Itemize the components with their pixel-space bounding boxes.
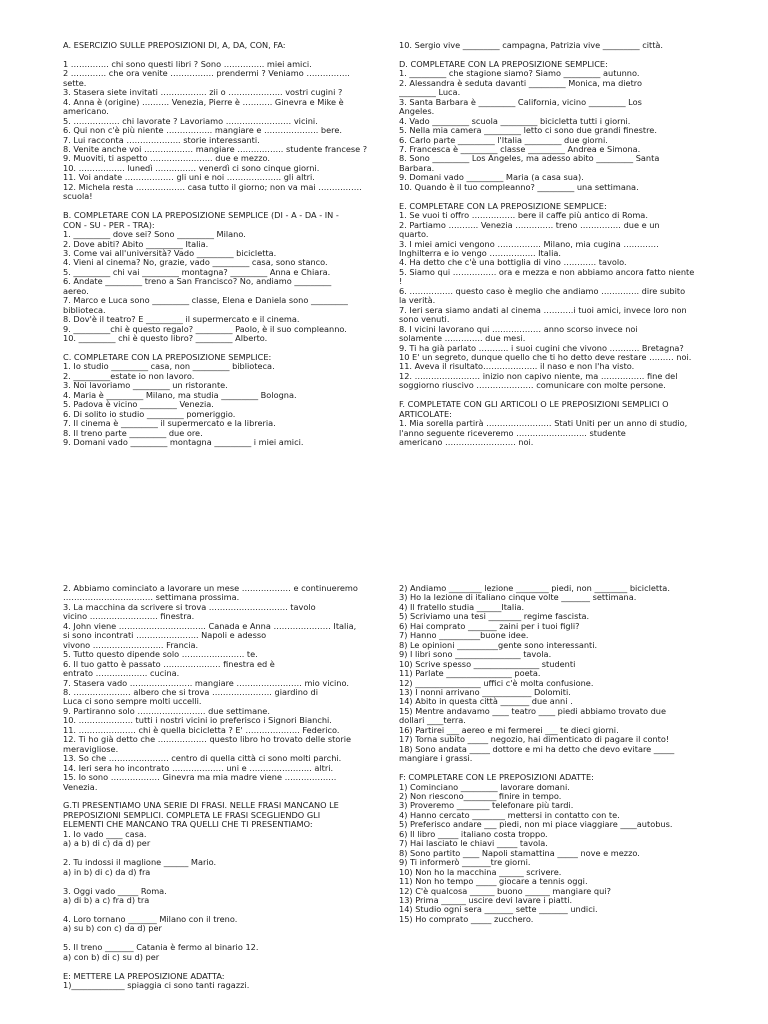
page-break: [0, 542, 768, 543]
worksheet-top-right-column: 10. Sergio vive _________ campagna, Patrizia vive _________ città. D. COMPLETARE CON LA PREPOSIZIONE SEMPLICE: 1. _________ che stagione siamo? Siamo _________ autunno. 2. Alessandra è seduta davanti _________ Monica, ma dietro _________ Luca. 3. Santa Barbara è _________ California, vicino _________ Los Angeles. 4. Vado _________ scuola _________ bicicletta tutti i giorni. 5. Nella mia camera _________ letto ci sono due grandi finestre. 6. Carlo parte _________ l'Italia _________ due giorni. 7. Francesca è _________ classe _________ Andrea e Simona. 8. Sono _________ Los Angeles, ma adesso abito _________ Santa Barbara. 9. Domani vado _________ Maria (a casa sua). 10. Quando è il tuo compleanno? _________ una settimana. E. COMPLETARE CON LA PREPOSIZIONE SEMPLICE: 1. Se vuoi ti offro ……………. bere il caffe più antico di Roma. 2. Partiamo ……….. Venezia ………….. treno …………… due e un quarto. 3. I miei amici vengono ……………. Milano, mia cugina …………. Inghilterra e io vengo …………….. Italia. 4. Ha detto che c'è una bottiglia di vino ………… tavolo. 5. Siamo qui ……………. ora e mezza e non abbiamo ancora fatto niente ! 6. ……………. questo caso è meglio che andiamo ………….. dire subito la verità. 7. Ieri sera siamo andati al cinema ………..i tuoi amici, invece loro non sono venuti. 8. I vicini lavorano qui ……………… anno scorso invece noi solamente ………….. due mesi. 9. Ti ha già parlato ……….. i suoi cugini che vivono ……….. Bretagna? 10 E' un segreto, dunque quello che ti ho detto deve restare ……… noi. 11. Aveva il risultato……………….. il naso e non l'ha visto. 12. …………………… inizio non capivo niente, ma ……………. fine del soggiorno riuscivo ………………… comunicare con molte persone. F. COMPLETATE CON GLI ARTICOLI O LE PREPOSIZIONI SEMPLICI O ARTICOLATE: 1. Mia sorella partirà …………………… Stati Uniti per un anno di studio, l'anno seguente riceveremo …………………….. studente americano …………………….. noi.: [399, 41, 695, 448]
worksheet-bottom-right-column: 2) Andiamo ________ lezione ________ piedi, non ________ bicicletta. 3) Ho la lezione di italiano cinque volte _______ settimana. 4) Il fratello studia ______Italia. 5) Scriviamo una tesi ________ regime fascista. 6) Hai comprato _______ zaini per i tuoi figli? 7) Hanno __________buone idee. 8) Le opinioni __________gente sono interessanti. 9) I libri sono ________________ tavola. 10) Scrive spesso ________________ studenti 11) Parlate ________________ poeta. 12) ________________ uffici c'è molta confusione. 13) I nonni arrivano ____________ Dolomiti. 14) Abito in questa città _______ due anni . 15) Mentre andavamo ____ teatro ____ piedi abbiamo trovato due dollari ____terra. 16) Partirei ___ aereo e mi fermerei ___ te dieci giorni. 17) Torna subito _____ negozio, hai dimenticato di pagare il conto! 18) Sono andata _____ dottore e mi ha detto che devo evitare _____ mangiare i grassi. F: COMPLETARE CON LE PREPOSIZIONI ADATTE: 1) Cominciano _________ lavorare domani. 2) Non riescono________ finire in tempo. 3) Proveremo ________ telefonare più tardi. 4) Hanno cercato ________ mettersi in contatto con te. 5) Preferisco andare ___ piedi, non mi piace viaggiare ____autobus. 6) Il libro _____ italiano costa troppo. 7) Hai lasciato le chiavi _____ tavola. 8) Sono partito ____ Napoli stamattina _____ nove e mezzo. 9) Ti informerò _______tre giorni. 10) Non ho la macchina ______ scrivere. 11) Non ho tempo _____ giocare a tennis oggi. 12) C'è qualcosa ______ buono ______ mangiare qui? 13) Prima ______ uscire devi lavare i piatti. 14) Studio ogni sera _______ sette _______ undici. 15) Ho comprato _____ zucchero.: [399, 584, 675, 924]
worksheet-top-left-column: A. ESERCIZIO SULLE PREPOSIZIONI DI, A, DA, CON, FA: 1 ………….. chi sono questi libri ? Sono …………... miei amici. 2 …………. che ora venite ……………. prendermi ? Veniamo ……………. sette. 3. Stasera siete invitati …………….. zii o ……………….. vostri cugini ? 4. Anna è (origine) ………. Venezia, Pierre è ……….. Ginevra e Mike è americano. 5. …………….. chi lavorate ? Lavoriamo …………………… vicini. 6. Qui non c'è più niente …………….. mangiare e ……………….. bere. 7. Lui racconta ……………….. storie interessanti. 8. Venite anche voi ……………… mangiare …………….. studente francese ? 9. Muoviti, ti aspetto ………………….. due e mezzo. 10. …………….. lunedì …………… venerdì ci sono cinque giorni. 11. Voi andate ……………… gli uni e noi ……………….. gli altri. 12. Michela resta ……………… casa tutto il giorno; non va mai ……………. scuola! B. COMPLETARE CON LA PREPOSIZIONE SEMPLICE (DI - A - DA - IN - CON - SU - PER - TRA): 1. _________ dove sei? Sono _________ Milano. 2. Dove abiti? Abito _________ Italia. 3. Come vai all'università? Vado _________ bicicletta. 4. Vieni al cinema? No, grazie, vado _________ casa, sono stanco. 5. _________ chi vai _________ montagna? _________ Anna e Chiara. 6. Andate _________ treno a San Francisco? No, andiamo _________ aereo. 7. Marco e Luca sono _________ classe, Elena e Daniela sono _________ biblioteca. 8. Dov'è il teatro? E _________ il supermercato e il cinema. 9. _________chi è questo regalo? _________ Paolo, è il suo compleanno. 10. _________ chi è questo libro? _________ Alberto. C. COMPLETARE CON LA PREPOSIZIONE SEMPLICE: 1. Io studio _________ casa, non _________ biblioteca. 2. _________estate io non lavoro. 3. Noi lavoriamo _________ un ristorante. 4. Maria è _________ Milano, ma studia _________ Bologna. 5. Padova è vicino _________ Venezia. 6. Di solito io studio _________ pomeriggio. 7. Il cinema è _________ il supermercato e la libreria. 8. Il treno parte _________ due ore. 9. Domani vado _________ montagna _________ i miei amici.: [63, 41, 368, 448]
worksheet-bottom-left-column: 2. Abbiamo cominciato a lavorare un mese ……………… e continueremo …………………………… settimana prossima. 3. La macchina da scrivere si trova ……………………….. tavolo vicino ……………………. finestra. 4. John viene ………………………….. Canada e Anna ………………… Italia, si sono incontrati ………………….. Napoli e adesso vivono …………………….. Francia. 5. Tutto questo dipende solo ………………….. te. 6. Il tuo gatto è passato ………………… finestra ed è entrato ………………. cucina. 7. Stasera vado ………………….. mangiare …………………… mio vicino. 8. ………………… albero che si trova …………………. giardino di Luca ci sono sempre molti uccelli. 9. Partiranno solo ……………………. due settimane. 10. ……………….. tutti i nostri vicini io preferisco i Signori Bianchi. 11. ………………… chi è quella bicicletta ? E' ……………….. Federico. 12. Ti ho già detto che ……………… questo libro ho trovato delle storie meravigliose. 13. So che …………………. centro di quella città ci sono molti parchi. 14. Ieri sera ho incontrato ………………. uni e ………………….. altri. 15. Io sono ……………… Ginevra ma mia madre viene ………………. Venezia. G.TI PRESENTIAMO UNA SERIE DI FRASI. NELLE FRASI MANCANO LE PREPOSIZIONI SEMPLICI. COMPLETA LE FRASI SCEGLIENDO GLI ELEMENTI CHE MANCANO TRA QUELLI CHE TI PRESENTIAMO: 1. Io vado ____ casa. a) a b) di c) da d) per 2. Tu indossi il maglione ______ Mario. a) in b) di c) da d) fra 3. Oggi vado _____ Roma. a) di b) a c) fra d) tra 4. Loro tornano _______ Milano con il treno. a) su b) con c) da d) per 5. Il treno _______ Catania è fermo al binario 12. a) con b) di c) su d) per E: METTERE LA PREPOSIZIONE ADATTA: 1)_____________ spiaggia ci sono tanti ragazzi.: [63, 584, 358, 991]
